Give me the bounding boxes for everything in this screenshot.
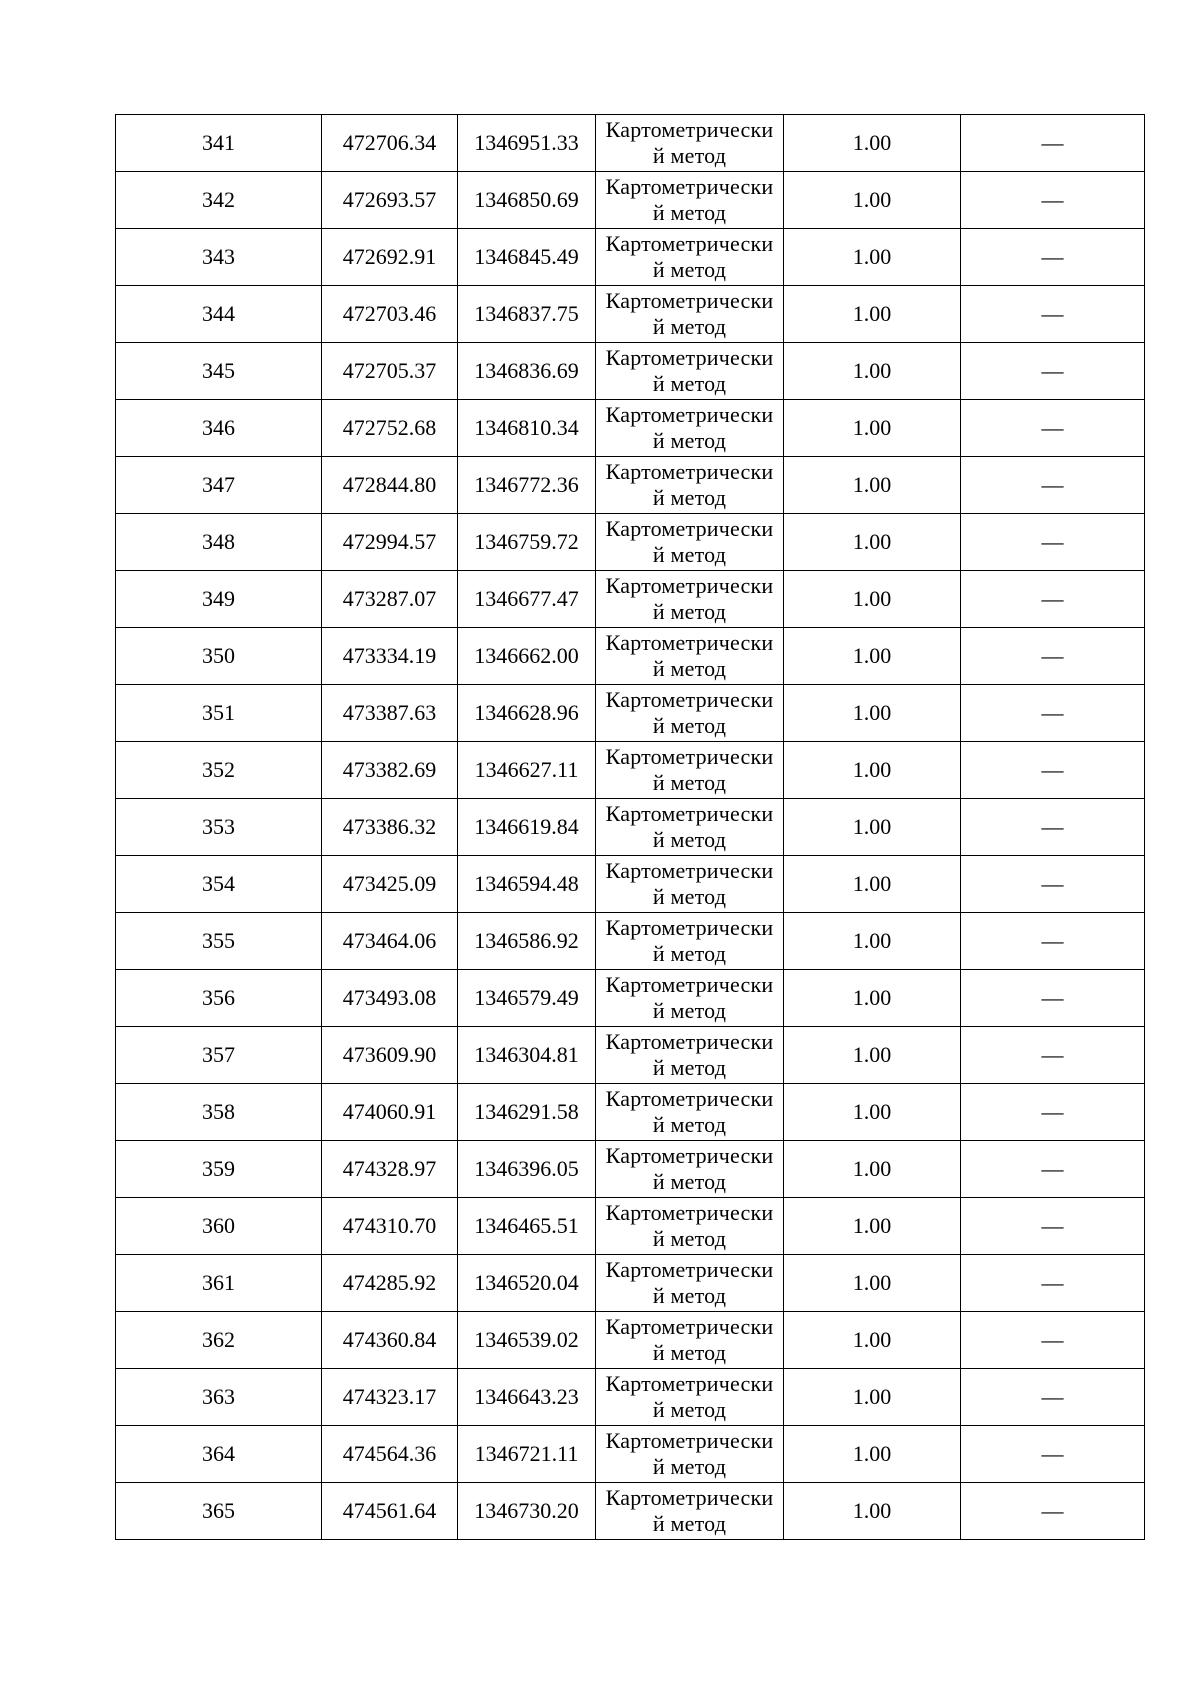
point-number-cell: 361 <box>116 1255 322 1312</box>
method-cell <box>596 1255 784 1312</box>
note-cell: — <box>961 286 1145 343</box>
y-coordinate-cell: 1346772.36 <box>458 457 596 514</box>
method-line-1: Картометрически <box>605 1029 774 1054</box>
x-coordinate-cell: 474310.70 <box>322 1198 458 1255</box>
y-coordinate-cell: 1346539.02 <box>458 1312 596 1369</box>
table-row <box>116 400 1145 457</box>
method-line-2: й метод <box>652 599 727 624</box>
table-row <box>116 1312 1145 1369</box>
x-coordinate-cell: 472705.37 <box>322 343 458 400</box>
method-line-1: Картометрически <box>605 630 774 655</box>
method-cell <box>596 286 784 343</box>
precision-cell: 1.00 <box>784 457 961 514</box>
method-cell <box>596 799 784 856</box>
method-line-2: й метод <box>652 1340 727 1365</box>
precision-cell: 1.00 <box>784 1027 961 1084</box>
point-number-cell: 350 <box>116 628 322 685</box>
table-body <box>116 115 1145 1540</box>
method-line-1: Картометрически <box>605 1371 774 1396</box>
x-coordinate-cell: 474328.97 <box>322 1141 458 1198</box>
note-cell: — <box>961 457 1145 514</box>
x-coordinate-cell: 472703.46 <box>322 286 458 343</box>
table-row <box>116 343 1145 400</box>
method-line-2: й метод <box>652 1112 727 1137</box>
x-coordinate-cell: 474564.36 <box>322 1426 458 1483</box>
table-row <box>116 628 1145 685</box>
x-coordinate-cell: 473386.32 <box>322 799 458 856</box>
method-cell <box>596 1426 784 1483</box>
y-coordinate-cell: 1346759.72 <box>458 514 596 571</box>
x-coordinate-cell: 474285.92 <box>322 1255 458 1312</box>
method-line-2: й метод <box>652 542 727 567</box>
x-coordinate-cell: 473334.19 <box>322 628 458 685</box>
note-cell: — <box>961 1255 1145 1312</box>
point-number-cell: 351 <box>116 685 322 742</box>
table-row <box>116 1369 1145 1426</box>
precision-cell: 1.00 <box>784 172 961 229</box>
method-line-1: Картометрически <box>605 231 774 256</box>
method-line-2: й метод <box>652 827 727 852</box>
method-line-1: Картометрически <box>605 744 774 769</box>
table-row <box>116 1426 1145 1483</box>
note-cell: — <box>961 1312 1145 1369</box>
point-number-cell: 360 <box>116 1198 322 1255</box>
point-number-cell: 365 <box>116 1483 322 1540</box>
method-cell <box>596 1369 784 1426</box>
table-row <box>116 115 1145 172</box>
point-number-cell: 344 <box>116 286 322 343</box>
x-coordinate-cell: 474060.91 <box>322 1084 458 1141</box>
method-line-2: й метод <box>652 941 727 966</box>
point-number-cell: 353 <box>116 799 322 856</box>
precision-cell: 1.00 <box>784 400 961 457</box>
x-coordinate-cell: 472692.91 <box>322 229 458 286</box>
y-coordinate-cell: 1346951.33 <box>458 115 596 172</box>
note-cell: — <box>961 571 1145 628</box>
precision-cell: 1.00 <box>784 1312 961 1369</box>
y-coordinate-cell: 1346594.48 <box>458 856 596 913</box>
table-row <box>116 856 1145 913</box>
precision-cell: 1.00 <box>784 343 961 400</box>
precision-cell: 1.00 <box>784 229 961 286</box>
method-line-1: Картометрически <box>605 573 774 598</box>
note-cell: — <box>961 685 1145 742</box>
y-coordinate-cell: 1346721.11 <box>458 1426 596 1483</box>
table-row <box>116 172 1145 229</box>
method-cell <box>596 1312 784 1369</box>
table-row <box>116 286 1145 343</box>
precision-cell: 1.00 <box>784 913 961 970</box>
precision-cell: 1.00 <box>784 1426 961 1483</box>
note-cell: — <box>961 913 1145 970</box>
table-row <box>116 913 1145 970</box>
note-cell: — <box>961 514 1145 571</box>
x-coordinate-cell: 472994.57 <box>322 514 458 571</box>
note-cell: — <box>961 628 1145 685</box>
method-cell <box>596 1084 784 1141</box>
method-cell <box>596 628 784 685</box>
y-coordinate-cell: 1346627.11 <box>458 742 596 799</box>
method-line-2: й метод <box>652 1511 727 1536</box>
point-number-cell: 347 <box>116 457 322 514</box>
note-cell: — <box>961 1369 1145 1426</box>
method-line-2: й метод <box>652 257 727 282</box>
y-coordinate-cell: 1346836.69 <box>458 343 596 400</box>
point-number-cell: 362 <box>116 1312 322 1369</box>
method-line-2: й метод <box>652 713 727 738</box>
table-row <box>116 742 1145 799</box>
y-coordinate-cell: 1346586.92 <box>458 913 596 970</box>
note-cell: — <box>961 799 1145 856</box>
method-cell <box>596 742 784 799</box>
point-number-cell: 349 <box>116 571 322 628</box>
y-coordinate-cell: 1346628.96 <box>458 685 596 742</box>
note-cell: — <box>961 970 1145 1027</box>
method-line-1: Картометрически <box>605 972 774 997</box>
method-line-2: й метод <box>652 1226 727 1251</box>
note-cell: — <box>961 1483 1145 1540</box>
precision-cell: 1.00 <box>784 742 961 799</box>
table-row <box>116 229 1145 286</box>
x-coordinate-cell: 473464.06 <box>322 913 458 970</box>
table-row <box>116 685 1145 742</box>
point-number-cell: 357 <box>116 1027 322 1084</box>
method-line-1: Картометрически <box>605 858 774 883</box>
point-number-cell: 364 <box>116 1426 322 1483</box>
precision-cell: 1.00 <box>784 1483 961 1540</box>
point-number-cell: 356 <box>116 970 322 1027</box>
note-cell: — <box>961 856 1145 913</box>
method-line-1: Картометрически <box>605 1200 774 1225</box>
precision-cell: 1.00 <box>784 1141 961 1198</box>
y-coordinate-cell: 1346619.84 <box>458 799 596 856</box>
precision-cell: 1.00 <box>784 286 961 343</box>
method-cell <box>596 400 784 457</box>
point-number-cell: 363 <box>116 1369 322 1426</box>
method-line-2: й метод <box>652 143 727 168</box>
method-line-1: Картометрически <box>605 459 774 484</box>
precision-cell: 1.00 <box>784 571 961 628</box>
method-cell <box>596 1198 784 1255</box>
note-cell: — <box>961 1027 1145 1084</box>
method-line-2: й метод <box>652 1283 727 1308</box>
note-cell: — <box>961 400 1145 457</box>
y-coordinate-cell: 1346845.49 <box>458 229 596 286</box>
note-cell: — <box>961 1198 1145 1255</box>
y-coordinate-cell: 1346810.34 <box>458 400 596 457</box>
method-cell <box>596 571 784 628</box>
precision-cell: 1.00 <box>784 1084 961 1141</box>
precision-cell: 1.00 <box>784 799 961 856</box>
method-line-2: й метод <box>652 1454 727 1479</box>
point-number-cell: 343 <box>116 229 322 286</box>
method-line-2: й метод <box>652 314 727 339</box>
y-coordinate-cell: 1346291.58 <box>458 1084 596 1141</box>
table-row <box>116 1027 1145 1084</box>
precision-cell: 1.00 <box>784 115 961 172</box>
point-number-cell: 341 <box>116 115 322 172</box>
x-coordinate-cell: 473493.08 <box>322 970 458 1027</box>
method-line-2: й метод <box>652 485 727 510</box>
method-line-1: Картометрически <box>605 117 774 142</box>
method-cell <box>596 229 784 286</box>
method-cell <box>596 685 784 742</box>
method-line-2: й метод <box>652 1055 727 1080</box>
point-number-cell: 358 <box>116 1084 322 1141</box>
table-row <box>116 1084 1145 1141</box>
table-row <box>116 1141 1145 1198</box>
method-line-1: Картометрически <box>605 1428 774 1453</box>
x-coordinate-cell: 473425.09 <box>322 856 458 913</box>
method-line-2: й метод <box>652 200 727 225</box>
method-line-2: й метод <box>652 428 727 453</box>
method-cell <box>596 457 784 514</box>
table-row <box>116 571 1145 628</box>
precision-cell: 1.00 <box>784 685 961 742</box>
method-cell <box>596 514 784 571</box>
point-number-cell: 346 <box>116 400 322 457</box>
point-number-cell: 354 <box>116 856 322 913</box>
method-cell <box>596 913 784 970</box>
y-coordinate-cell: 1346837.75 <box>458 286 596 343</box>
y-coordinate-cell: 1346465.51 <box>458 1198 596 1255</box>
method-line-1: Картометрически <box>605 345 774 370</box>
x-coordinate-cell: 473387.63 <box>322 685 458 742</box>
point-number-cell: 342 <box>116 172 322 229</box>
x-coordinate-cell: 473287.07 <box>322 571 458 628</box>
coordinates-table <box>115 114 1145 1540</box>
table-row <box>116 1198 1145 1255</box>
x-coordinate-cell: 474561.64 <box>322 1483 458 1540</box>
note-cell: — <box>961 343 1145 400</box>
method-line-2: й метод <box>652 1169 727 1194</box>
precision-cell: 1.00 <box>784 514 961 571</box>
y-coordinate-cell: 1346643.23 <box>458 1369 596 1426</box>
y-coordinate-cell: 1346662.00 <box>458 628 596 685</box>
x-coordinate-cell: 473609.90 <box>322 1027 458 1084</box>
table-row <box>116 1483 1145 1540</box>
precision-cell: 1.00 <box>784 856 961 913</box>
note-cell: — <box>961 1426 1145 1483</box>
method-line-1: Картометрически <box>605 402 774 427</box>
y-coordinate-cell: 1346850.69 <box>458 172 596 229</box>
method-cell <box>596 1141 784 1198</box>
precision-cell: 1.00 <box>784 970 961 1027</box>
note-cell: — <box>961 742 1145 799</box>
method-line-1: Картометрически <box>605 1143 774 1168</box>
x-coordinate-cell: 473382.69 <box>322 742 458 799</box>
method-cell <box>596 172 784 229</box>
method-line-2: й метод <box>652 998 727 1023</box>
method-cell <box>596 856 784 913</box>
method-line-1: Картометрически <box>605 288 774 313</box>
precision-cell: 1.00 <box>784 1255 961 1312</box>
method-line-1: Картометрически <box>605 1086 774 1111</box>
method-cell <box>596 970 784 1027</box>
method-line-1: Картометрически <box>605 801 774 826</box>
precision-cell: 1.00 <box>784 1369 961 1426</box>
method-line-1: Картометрически <box>605 915 774 940</box>
method-cell <box>596 1483 784 1540</box>
note-cell: — <box>961 1141 1145 1198</box>
y-coordinate-cell: 1346677.47 <box>458 571 596 628</box>
table-row <box>116 457 1145 514</box>
method-line-1: Картометрически <box>605 516 774 541</box>
note-cell: — <box>961 229 1145 286</box>
note-cell: — <box>961 1084 1145 1141</box>
method-line-1: Картометрически <box>605 1485 774 1510</box>
method-line-2: й метод <box>652 770 727 795</box>
point-number-cell: 359 <box>116 1141 322 1198</box>
table-row <box>116 1255 1145 1312</box>
x-coordinate-cell: 474323.17 <box>322 1369 458 1426</box>
method-line-1: Картометрически <box>605 687 774 712</box>
x-coordinate-cell: 472706.34 <box>322 115 458 172</box>
note-cell: — <box>961 172 1145 229</box>
method-cell <box>596 1027 784 1084</box>
method-line-2: й метод <box>652 1397 727 1422</box>
x-coordinate-cell: 472693.57 <box>322 172 458 229</box>
method-line-2: й метод <box>652 371 727 396</box>
y-coordinate-cell: 1346304.81 <box>458 1027 596 1084</box>
y-coordinate-cell: 1346520.04 <box>458 1255 596 1312</box>
method-line-1: Картометрически <box>605 174 774 199</box>
x-coordinate-cell: 472844.80 <box>322 457 458 514</box>
method-line-2: й метод <box>652 884 727 909</box>
y-coordinate-cell: 1346730.20 <box>458 1483 596 1540</box>
x-coordinate-cell: 472752.68 <box>322 400 458 457</box>
y-coordinate-cell: 1346579.49 <box>458 970 596 1027</box>
y-coordinate-cell: 1346396.05 <box>458 1141 596 1198</box>
table-row <box>116 514 1145 571</box>
point-number-cell: 355 <box>116 913 322 970</box>
precision-cell: 1.00 <box>784 628 961 685</box>
method-cell <box>596 115 784 172</box>
point-number-cell: 345 <box>116 343 322 400</box>
precision-cell: 1.00 <box>784 1198 961 1255</box>
table-row <box>116 970 1145 1027</box>
point-number-cell: 352 <box>116 742 322 799</box>
method-line-2: й метод <box>652 656 727 681</box>
x-coordinate-cell: 474360.84 <box>322 1312 458 1369</box>
point-number-cell: 348 <box>116 514 322 571</box>
method-cell <box>596 343 784 400</box>
method-line-1: Картометрически <box>605 1257 774 1282</box>
note-cell: — <box>961 115 1145 172</box>
method-line-1: Картометрически <box>605 1314 774 1339</box>
table-row <box>116 799 1145 856</box>
